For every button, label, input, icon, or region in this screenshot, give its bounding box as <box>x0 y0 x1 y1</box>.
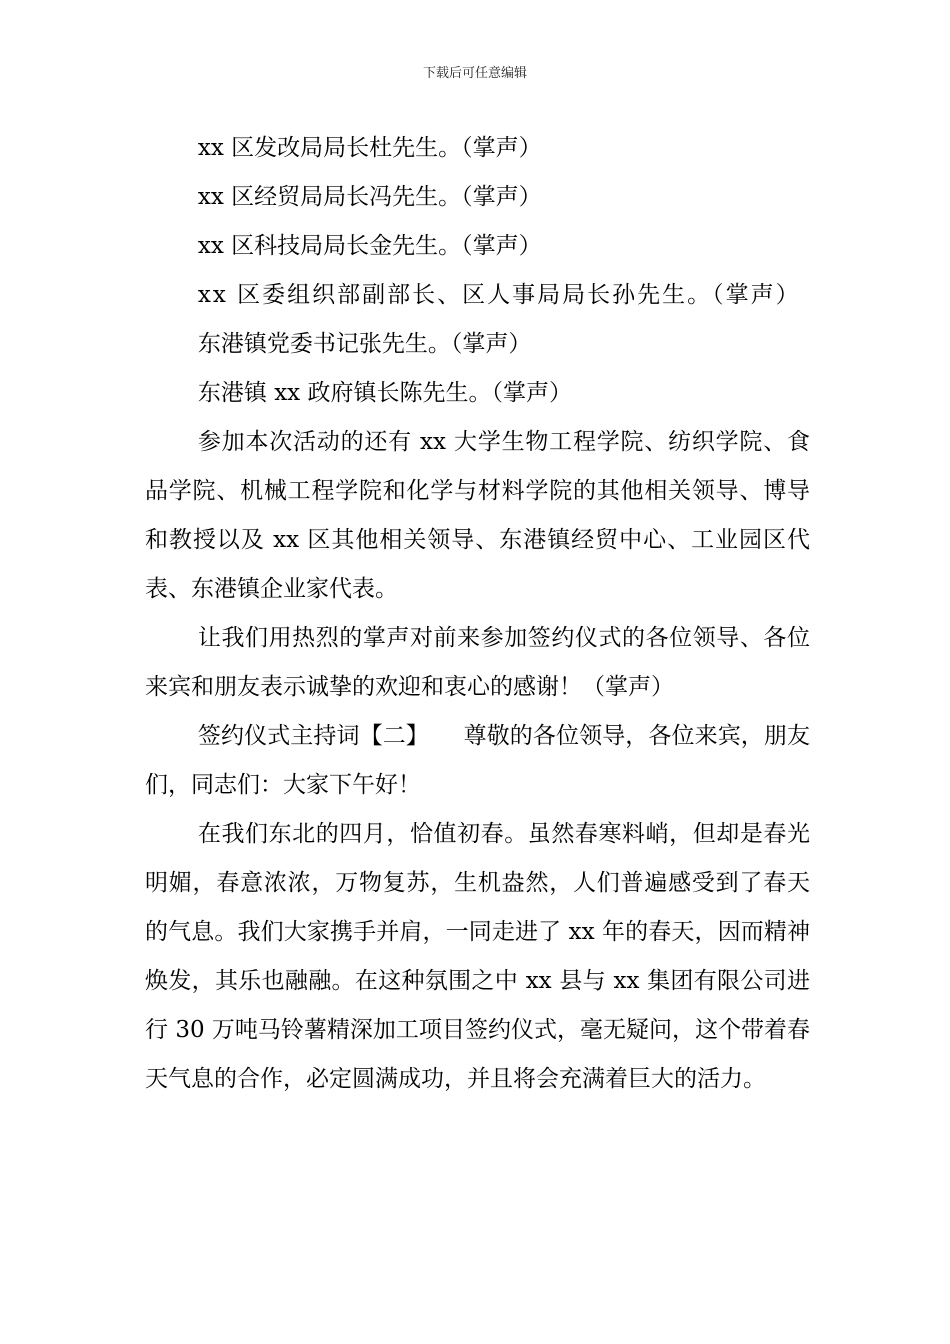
page-header: 下载后可任意编辑 <box>422 66 527 81</box>
paragraph-3: xx 区科技局局长金先生。（掌声） <box>197 233 542 259</box>
paragraph-4: xx 区委组织部副部长、区人事局局长孙先生。（掌声） <box>197 282 801 308</box>
paragraph-2: xx 区经贸局局长冯先生。（掌声） <box>197 184 542 210</box>
paragraph-7: 参加本次活动的还有 xx 大学生物工程学院、纺织学院、食品学院、机械工程学院和化学与材料学院的其他相关领导、博导和教授以及 xx 区其他相关领导、东港镇经贸中心、工业园区代表、东港镇企业家代表。 <box>145 429 810 602</box>
paragraph-10: 在我们东北的四月，恰值初春。虽然春寒料峭，但却是春光明媚，春意浓浓，万物复苏，生机盎然，人们普遍感受到了春天的气息。我们大家携手并肩，一同走进了 xx 年的春天，因而精神焕发，其乐也融融。在这种氛围之中 xx 县与 xx 集团有限公司进行 30 万吨马铃薯精深加工项目签约仪式，毫无疑问，这个带着春天气息的合作，必定圆满成功，并且将会充满着巨大的活力。 <box>145 821 810 1092</box>
paragraph-6: 东港镇 xx 政府镇长陈先生。（掌声） <box>197 380 572 406</box>
paragraph-1: xx 区发改局局长杜先生。（掌声） <box>197 135 542 161</box>
paragraph-5: 东港镇党委书记张先生。（掌声） <box>197 331 532 357</box>
paragraph-9: 签约仪式主持词【二】 尊敬的各位领导，各位来宾，朋友们，同志们：大家下午好！ <box>145 723 810 798</box>
paragraph-8: 让我们用热烈的掌声对前来参加签约仪式的各位领导、各位来宾和朋友表示诚挚的欢迎和衷心的感谢！（掌声） <box>145 625 810 700</box>
document-body <box>145 124 810 1104</box>
